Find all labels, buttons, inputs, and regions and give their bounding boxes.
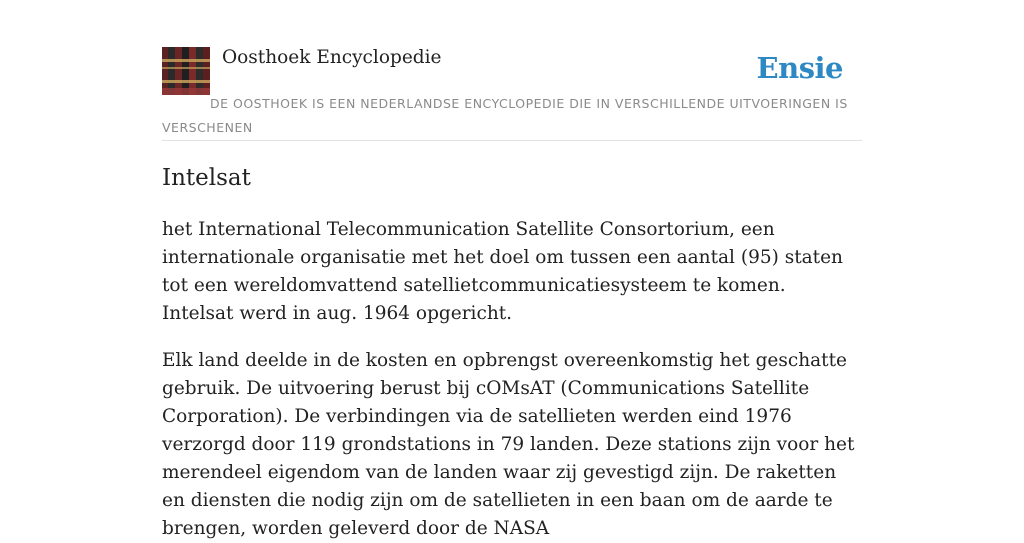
ensie-logo[interactable]: Ensie (756, 51, 843, 85)
avatar[interactable] (162, 47, 210, 95)
article-paragraph: het International Telecommunication Satellite Consortorium, een internationale organisatie met het doel om tussen een aantal (95) staten tot een wereldomvattend satellietcommunicatiesysteem te komen. Intelsat werd in aug. 1964 opgericht. (162, 219, 843, 324)
site-name-link[interactable]: Oosthoek Encyclopedie (222, 47, 442, 68)
article-paragraph: Elk land deelde in de kosten en opbrengst overeenkomstig het geschatte gebruik. De uitvoering berust bij cOMsAT (Communications Satellite Corporation). De verbindingen via de satellieten werden eind 1976 verzorgd door 119 grondstations in 79 landen. Deze stations zijn voor het merendeel eigendom van de landen waar zij gevestigd zijn. De raketten en diensten die nodig zijn om de satellieten in een baan om de aarde te brengen, worden geleverd door de NASA (162, 350, 855, 539)
site-header (162, 46, 862, 141)
site-tagline: DE OOSTHOEK IS EEN NEDERLANDSE ENCYCLOPEDIE DIE IN VERSCHILLENDE UITVOERINGEN IS VERSCHENEN (162, 96, 848, 135)
book-spines-avatar-icon (162, 47, 210, 95)
article-title: Intelsat (162, 165, 251, 191)
article (162, 160, 862, 543)
